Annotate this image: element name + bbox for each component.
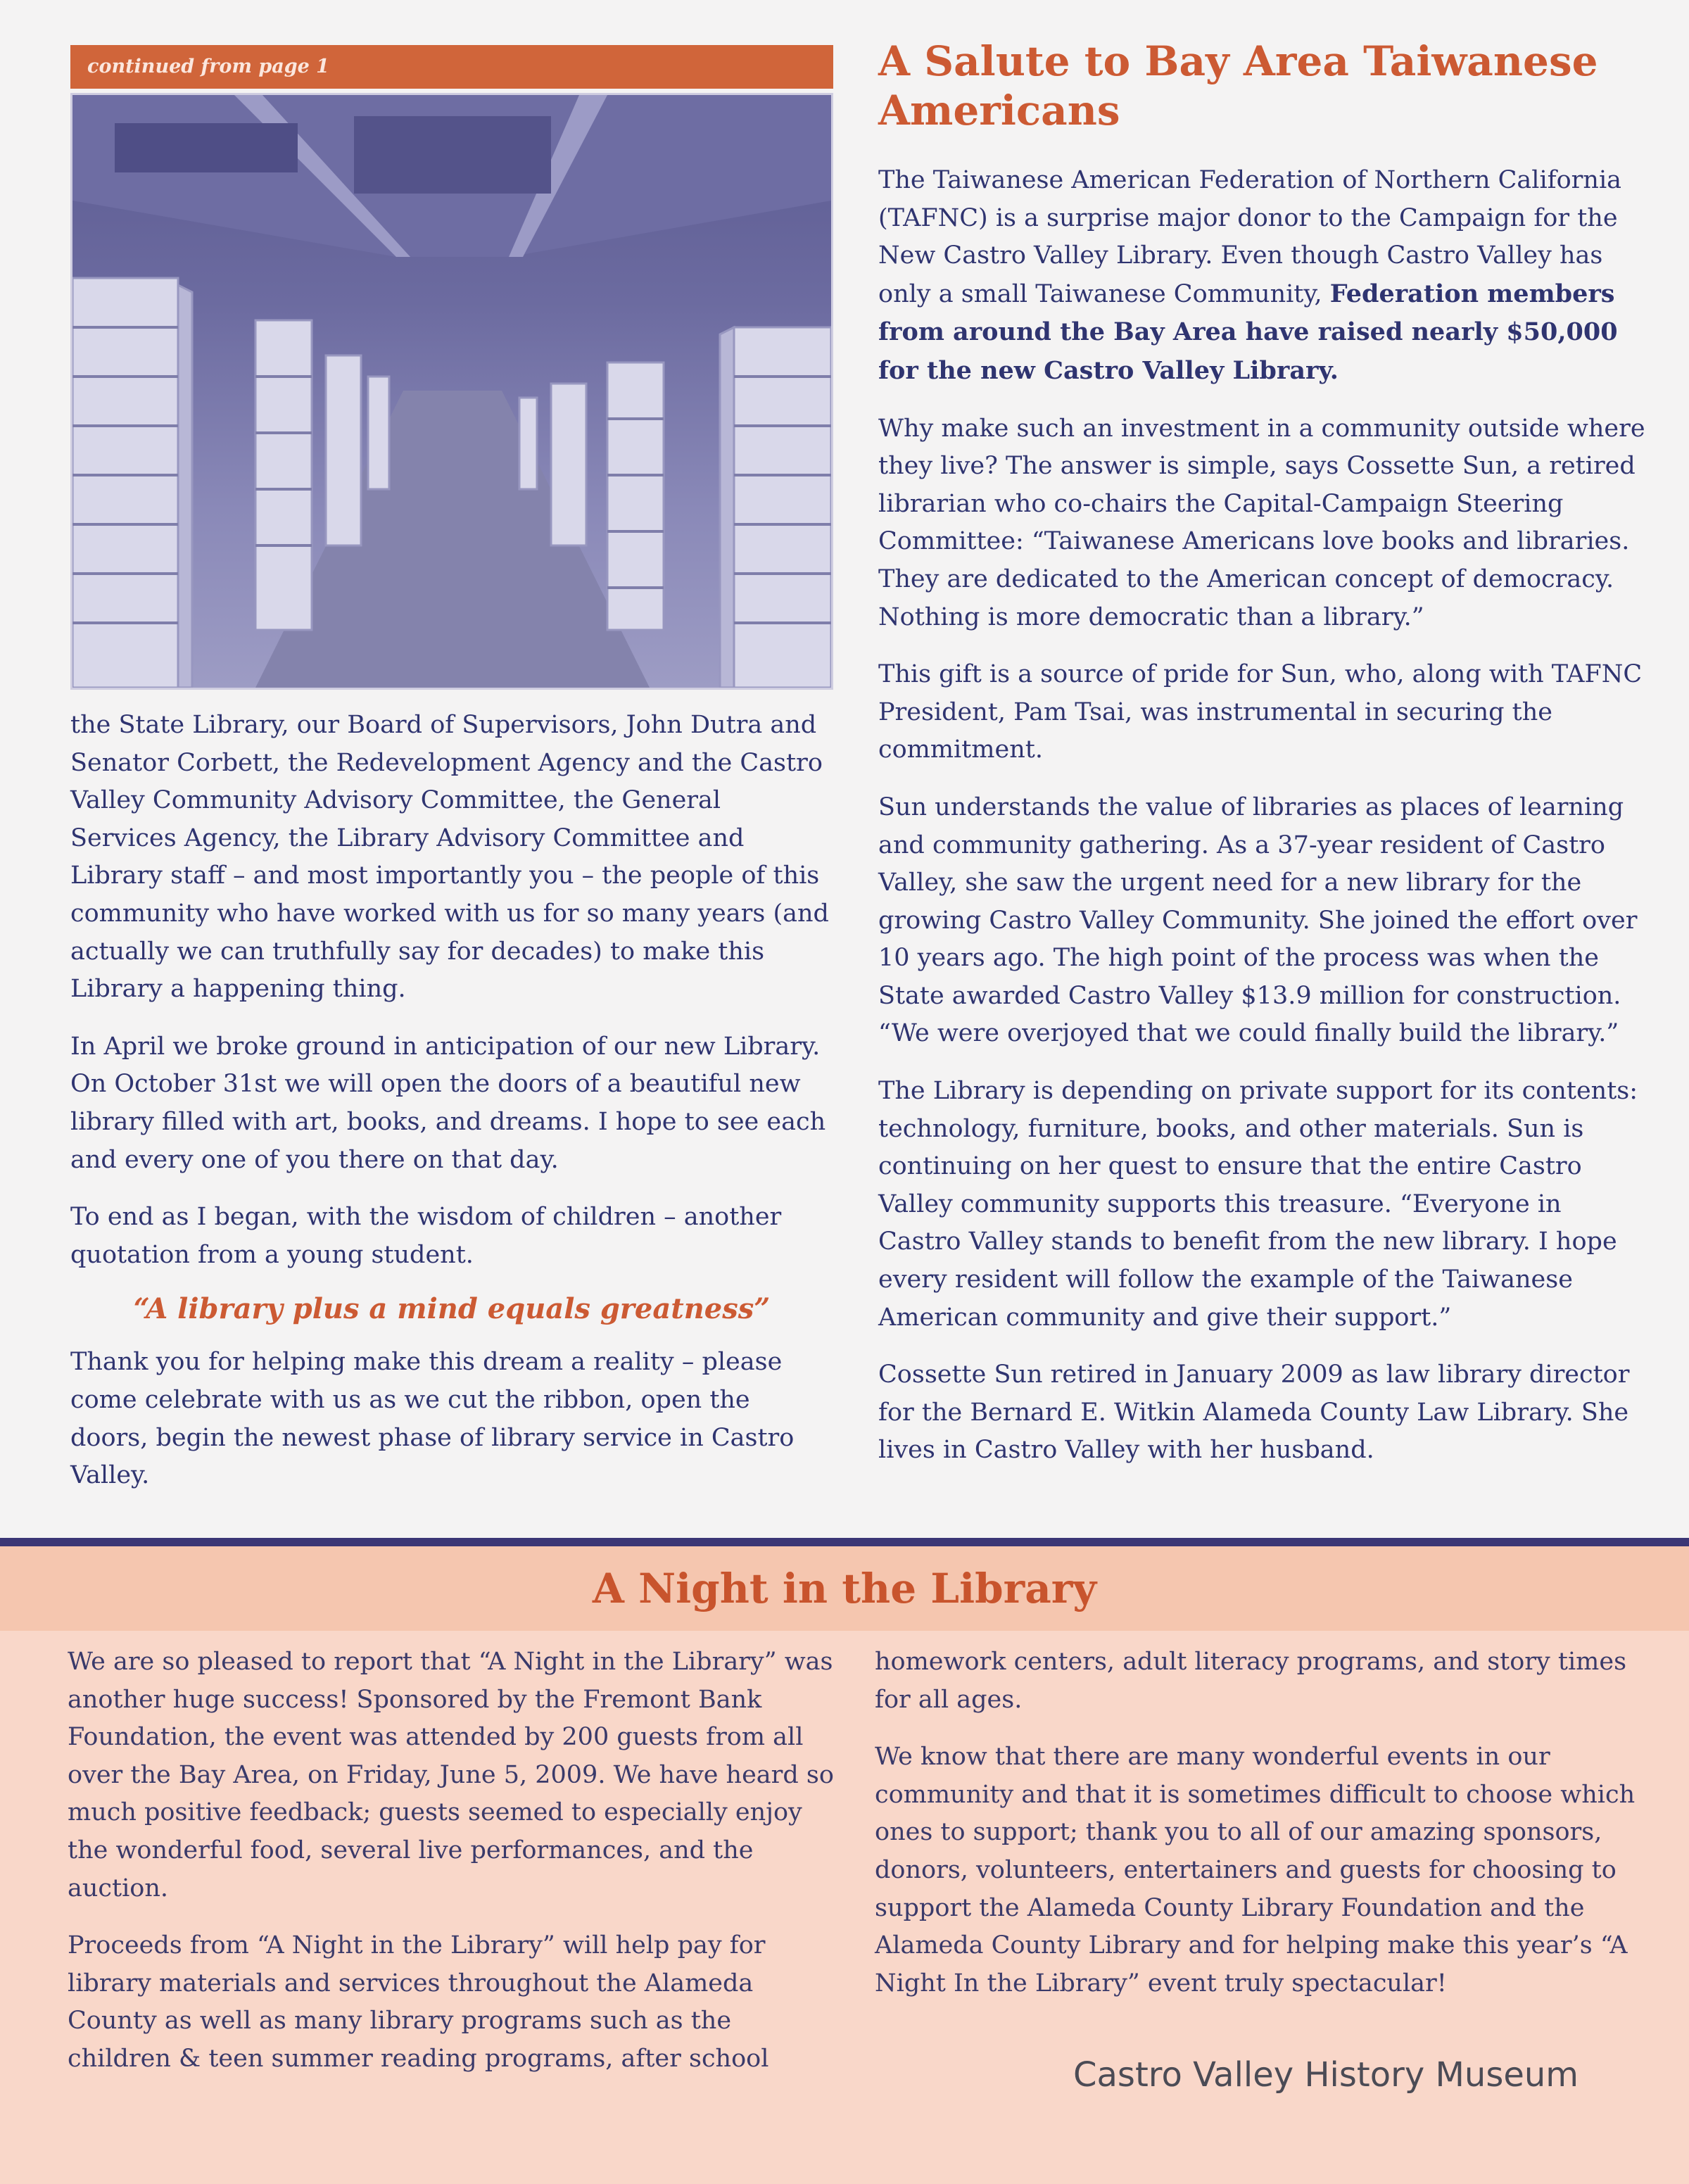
article-title: A Salute to Bay Area Taiwanese Americans (878, 37, 1598, 134)
article-paragraph-1 (878, 162, 1645, 391)
article-paragraph-2: Why make such an investment in a community outside where they live? The answer is simple, says Cossette Sun, a retired librarian who co-chairs the Capital-Campaign Steering Committee: “Taiwanese Americans love books and libraries. They are dedicated to the American concept of democracy. Nothing is more democratic than a library.” (878, 414, 1645, 631)
continued-banner: continued from page 1 (70, 45, 833, 89)
night-paragraph-2: Proceeds from “A Night in the Library” will help pay for library materials and services throughout the Alameda County as well as many library programs such as the children & teen summer reading programs, after school (68, 1931, 769, 2073)
right-column (878, 37, 1645, 1470)
night-paragraph-3: homework centers, adult literacy programs, and story times for all ages. (875, 1648, 1627, 1714)
student-quote: “A library plus a mind equals greatness” (133, 1292, 771, 1326)
letter-paragraph-1: the State Library, our Board of Supervisors, John Dutra and Senator Corbett, the Redevelopment Agency and the Castro Valley Community Advisory Committee, the General Services Agency, the Library Advisory Committee and Library staff – and most importantly you – the people of this community who have worked with us for so many years (and actually we can truthfully say for decades) to make this Library a happening thing. (70, 711, 829, 1004)
letter-paragraph-2: In April we broke ground in anticipation of our new Library. On October 31st we will open the doors of a beautiful new library filled with art, books, and dreams. I hope to see each and every one of you there on that day. (70, 1032, 826, 1174)
article-paragraph-1-bold: Federation members from around the Bay Area have raised nearly $50,000 for the new Castro Valley Library. (878, 279, 1618, 385)
article-paragraph-1-text: The Taiwanese American Federation of Northern California (TAFNC) is a surprise major donor to the Campaign for the New Castro Valley Library. Even though Castro Valley has only a small Taiwanese Community, (878, 166, 1622, 308)
library-stacks-illustration (72, 95, 831, 688)
article-paragraph-6: Cossette Sun retired in January 2009 as law library director for the Bernard E. Witkin Alameda County Law Library. She lives in Castro Valley with her husband. (878, 1361, 1630, 1465)
article-paragraph-3: This gift is a source of pride for Sun, who, along with TAFNC President, Pam Tsai, was instrumental in securing the commitment. (878, 660, 1643, 764)
library-stacks-photo (70, 93, 833, 690)
article-paragraph-4: Sun understands the value of libraries as places of learning and community gathering. As a 37-year resident of Castro Valley, she saw the urgent need for a new library for the growing Castro Valley Community. She joined the effort over 10 years ago. The high point of the process was when the State awarded Castro Valley $13.9 million for construction. “We were overjoyed that we could finally build the library.” (878, 793, 1638, 1048)
night-in-library-title: A Night in the Library (592, 1565, 1097, 1612)
letter-paragraph-4: Thank you for helping make this dream a reality – please come celebrate with us as we cut the ribbon, open the doors, begin the newest phase of library service in Castro Valley. (70, 1348, 795, 1490)
left-column (70, 45, 833, 1495)
letter-paragraph-3: To end as I began, with the wisdom of children – another quotation from a young student. (70, 1203, 782, 1269)
night-in-library-header (0, 1546, 1689, 1631)
night-left-column (68, 1643, 835, 2078)
article-paragraph-5: The Library is depending on private support for its contents: technology, furniture, books, and other materials. Sun is continuing on her quest to ensure that the entire Castro Valley community supports this treasure. “Everyone in Castro Valley stands to benefit from the new library. I hope every resident will follow the example of the Taiwanese American community and give their support.” (878, 1077, 1638, 1332)
section-divider (0, 1538, 1689, 1546)
night-right-column (875, 1643, 1649, 2002)
night-paragraph-4: We know that there are many wonderful events in our community and that it is sometimes difficult to choose which ones to support; thank you to all of our amazing sponsors, donors, volunteers, entertainers and guests for choosing to support the Alameda County Library Foundation and the Alameda County Library and for helping make this year’s “A Night In the Library” event truly spectacular! (875, 1743, 1636, 1997)
museum-credit: Castro Valley History Museum (1073, 2055, 1579, 2095)
night-paragraph-1: We are so pleased to report that “A Night in the Library” was another huge success! Sponsored by the Fremont Bank Foundation, the event was attended by 200 guests from all over the Bay Area, on Friday, June 5, 2009. We have heard so much positive feedback; guests seemed to especially enjoy the wonderful food, several live performances, and the auction. (68, 1648, 834, 1902)
